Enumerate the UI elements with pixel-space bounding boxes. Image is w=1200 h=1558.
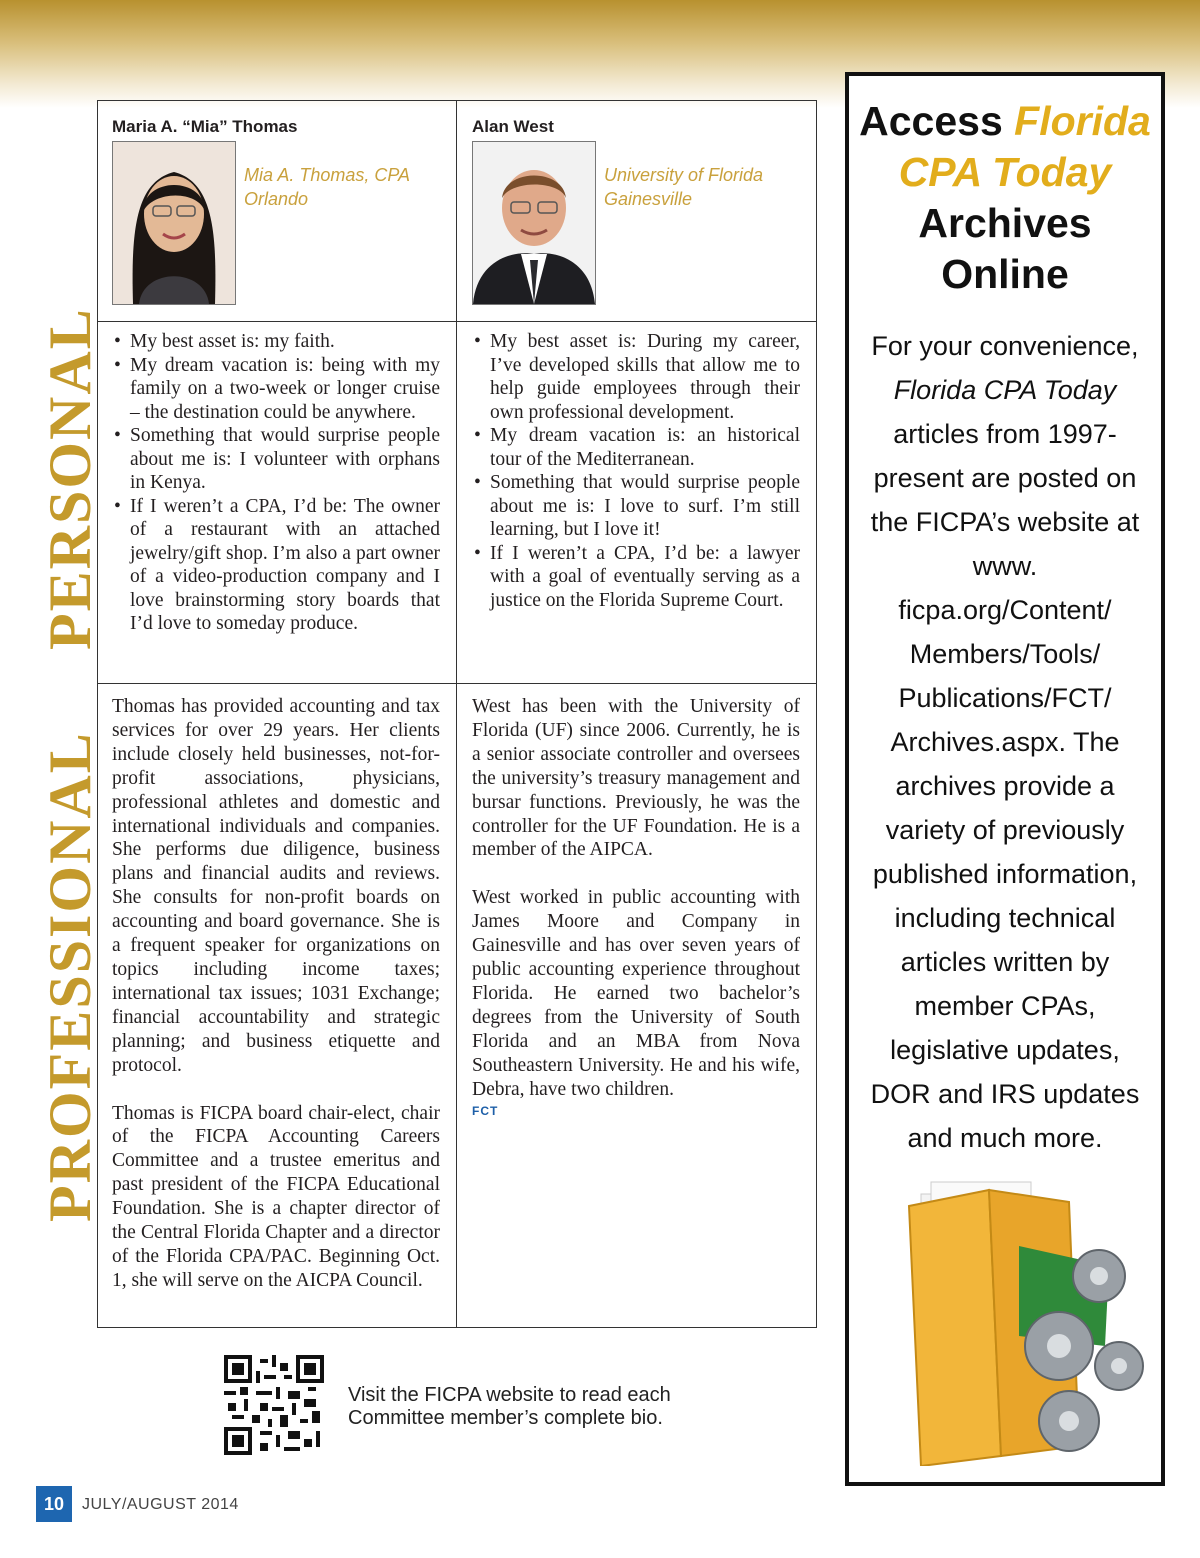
personal-item: • If I weren’t a CPA, I’d be: a lawyer with a goal of eventually serving as a justice on the Florida Supreme Court. [472,542,800,613]
portrait-west-image [473,142,595,304]
profile-photo [112,141,236,305]
issue-date: JULY/AUGUST 2014 [82,1496,239,1513]
profile-header-thomas [112,117,442,317]
sidebar-title-pre: Access [859,98,1015,144]
qr-code[interactable] [224,1355,324,1455]
profile-caption-line1: Mia A. Thomas, CPA [244,165,411,185]
profile-grid [97,100,817,1328]
profile-caption-line1: University of Florida [604,165,764,185]
qr-caption-line1: Visit the FICPA website to read each [348,1384,671,1406]
personal-item: • Something that would surprise people about me is: I volunteer with orphans in Kenya. [112,424,440,495]
personal-item: • If I weren’t a CPA, I’d be: The owner of a restaurant with an attached jewelry/gift shop. I’m also a part owner of a video-production company and I love brainstorming story boards that I’d love to someday produce. [112,495,440,636]
profile-name: Alan West [472,117,554,136]
qr-caption-line2: Committee member’s complete bio. [348,1407,663,1429]
bio-thomas [112,695,440,1317]
folder-gears-illustration [869,1166,1149,1466]
sidebar-title-post: Archives Online [918,200,1092,297]
sidebar-body-post: articles from 1997-present are posted on the FICPA’s website at www. ficpa.org/Content/ Members/Tools/ Publications/FCT/ Archives.aspx. The archives provide a variety of previously published information, including technical articles written by member CPAs, legislative updates, DOR and IRS updates and much more. [870,419,1140,1153]
personal-item: • My best asset is: During my career, I’ve developed skills that allow me to help guide employees through their own professional development. [472,330,800,424]
section-label-professional: PROFESSIONAL [37,731,103,1222]
fct-end-mark: FCT [472,1103,499,1118]
profile-caption-line2: Gainesville [604,189,693,209]
bio-paragraph: Thomas has provided accounting and tax services for over 29 years. Her clients include closely held businesses, not-for-profit associations, physicians, professional athletes and domestic and international individuals and companies. She performs due diligence, business plans and financial audits and reviews. She consults for non-profit boards on accounting and board governance. She is a frequent speaker for organizations on topics including income taxes; international tax issues; 1031 Exchange; financial accountability and strategic planning; and business etiquette and protocol. [112,696,440,1076]
personal-item: • My best asset is: my faith. [112,330,440,354]
sidebar-title-gold: Florida CPA Today [898,98,1151,195]
bio-paragraph: Thomas is FICPA board chair-elect, chair of the FICPA Accounting Careers Committee and a trustee emeritus and past president of the FICPA Educational Foundation. She is a chapter director of the Central Florida Chapter and a director of the Florida CPA/PAC. Beginning Oct. 1, she will serve on the AICPA Council. [112,1102,440,1291]
archives-sidebar [845,72,1165,1486]
qr-caption [348,1384,671,1430]
sidebar-body-italic: Florida CPA Today [893,375,1117,405]
profile-photo [472,141,596,305]
page-number: 10 [36,1486,72,1522]
profile-header-west [472,117,802,317]
bio-paragraph: West has been with the University of Florida (UF) since 2006. Currently, he is a senior associate controller and oversees the university’s treasury management and bursar functions. Previously, he was the controller for the UF Foundation. He is a member of the AIPCA. [472,696,800,861]
grid-divider-row1 [98,321,816,322]
profile-caption-line2: Orlando [244,189,309,209]
personal-item: • Something that would surprise people about me is: I love to surf. I’m still learning, but I love it! [472,471,800,542]
personal-item: • My dream vacation is: an historical tour of the Mediterranean. [472,424,800,471]
personal-item: • My dream vacation is: being with my family on a two-week or longer cruise – the destination could be anywhere. [112,354,440,425]
sidebar-body-pre: For your convenience, [871,331,1139,361]
grid-divider-vertical [456,101,457,1327]
bio-west [472,695,800,1118]
sidebar-title [849,96,1161,300]
profile-name: Maria A. “Mia” Thomas [112,117,298,136]
grid-divider-row2 [98,683,816,684]
bio-paragraph: West worked in public accounting with James Moore and Company in Gainesville and has over seven years of public accounting experience throughout Florida. He earned two bachelor’s degrees from the University of South Florida and an MBA from Nova Southeastern University. He and his wife, Debra, have two children. [472,887,800,1100]
personal-list-west [472,330,800,612]
sidebar-body [863,324,1147,1160]
section-label-personal: PERSONAL [37,307,103,650]
portrait-thomas-image [113,142,235,304]
personal-list-thomas [112,330,440,636]
